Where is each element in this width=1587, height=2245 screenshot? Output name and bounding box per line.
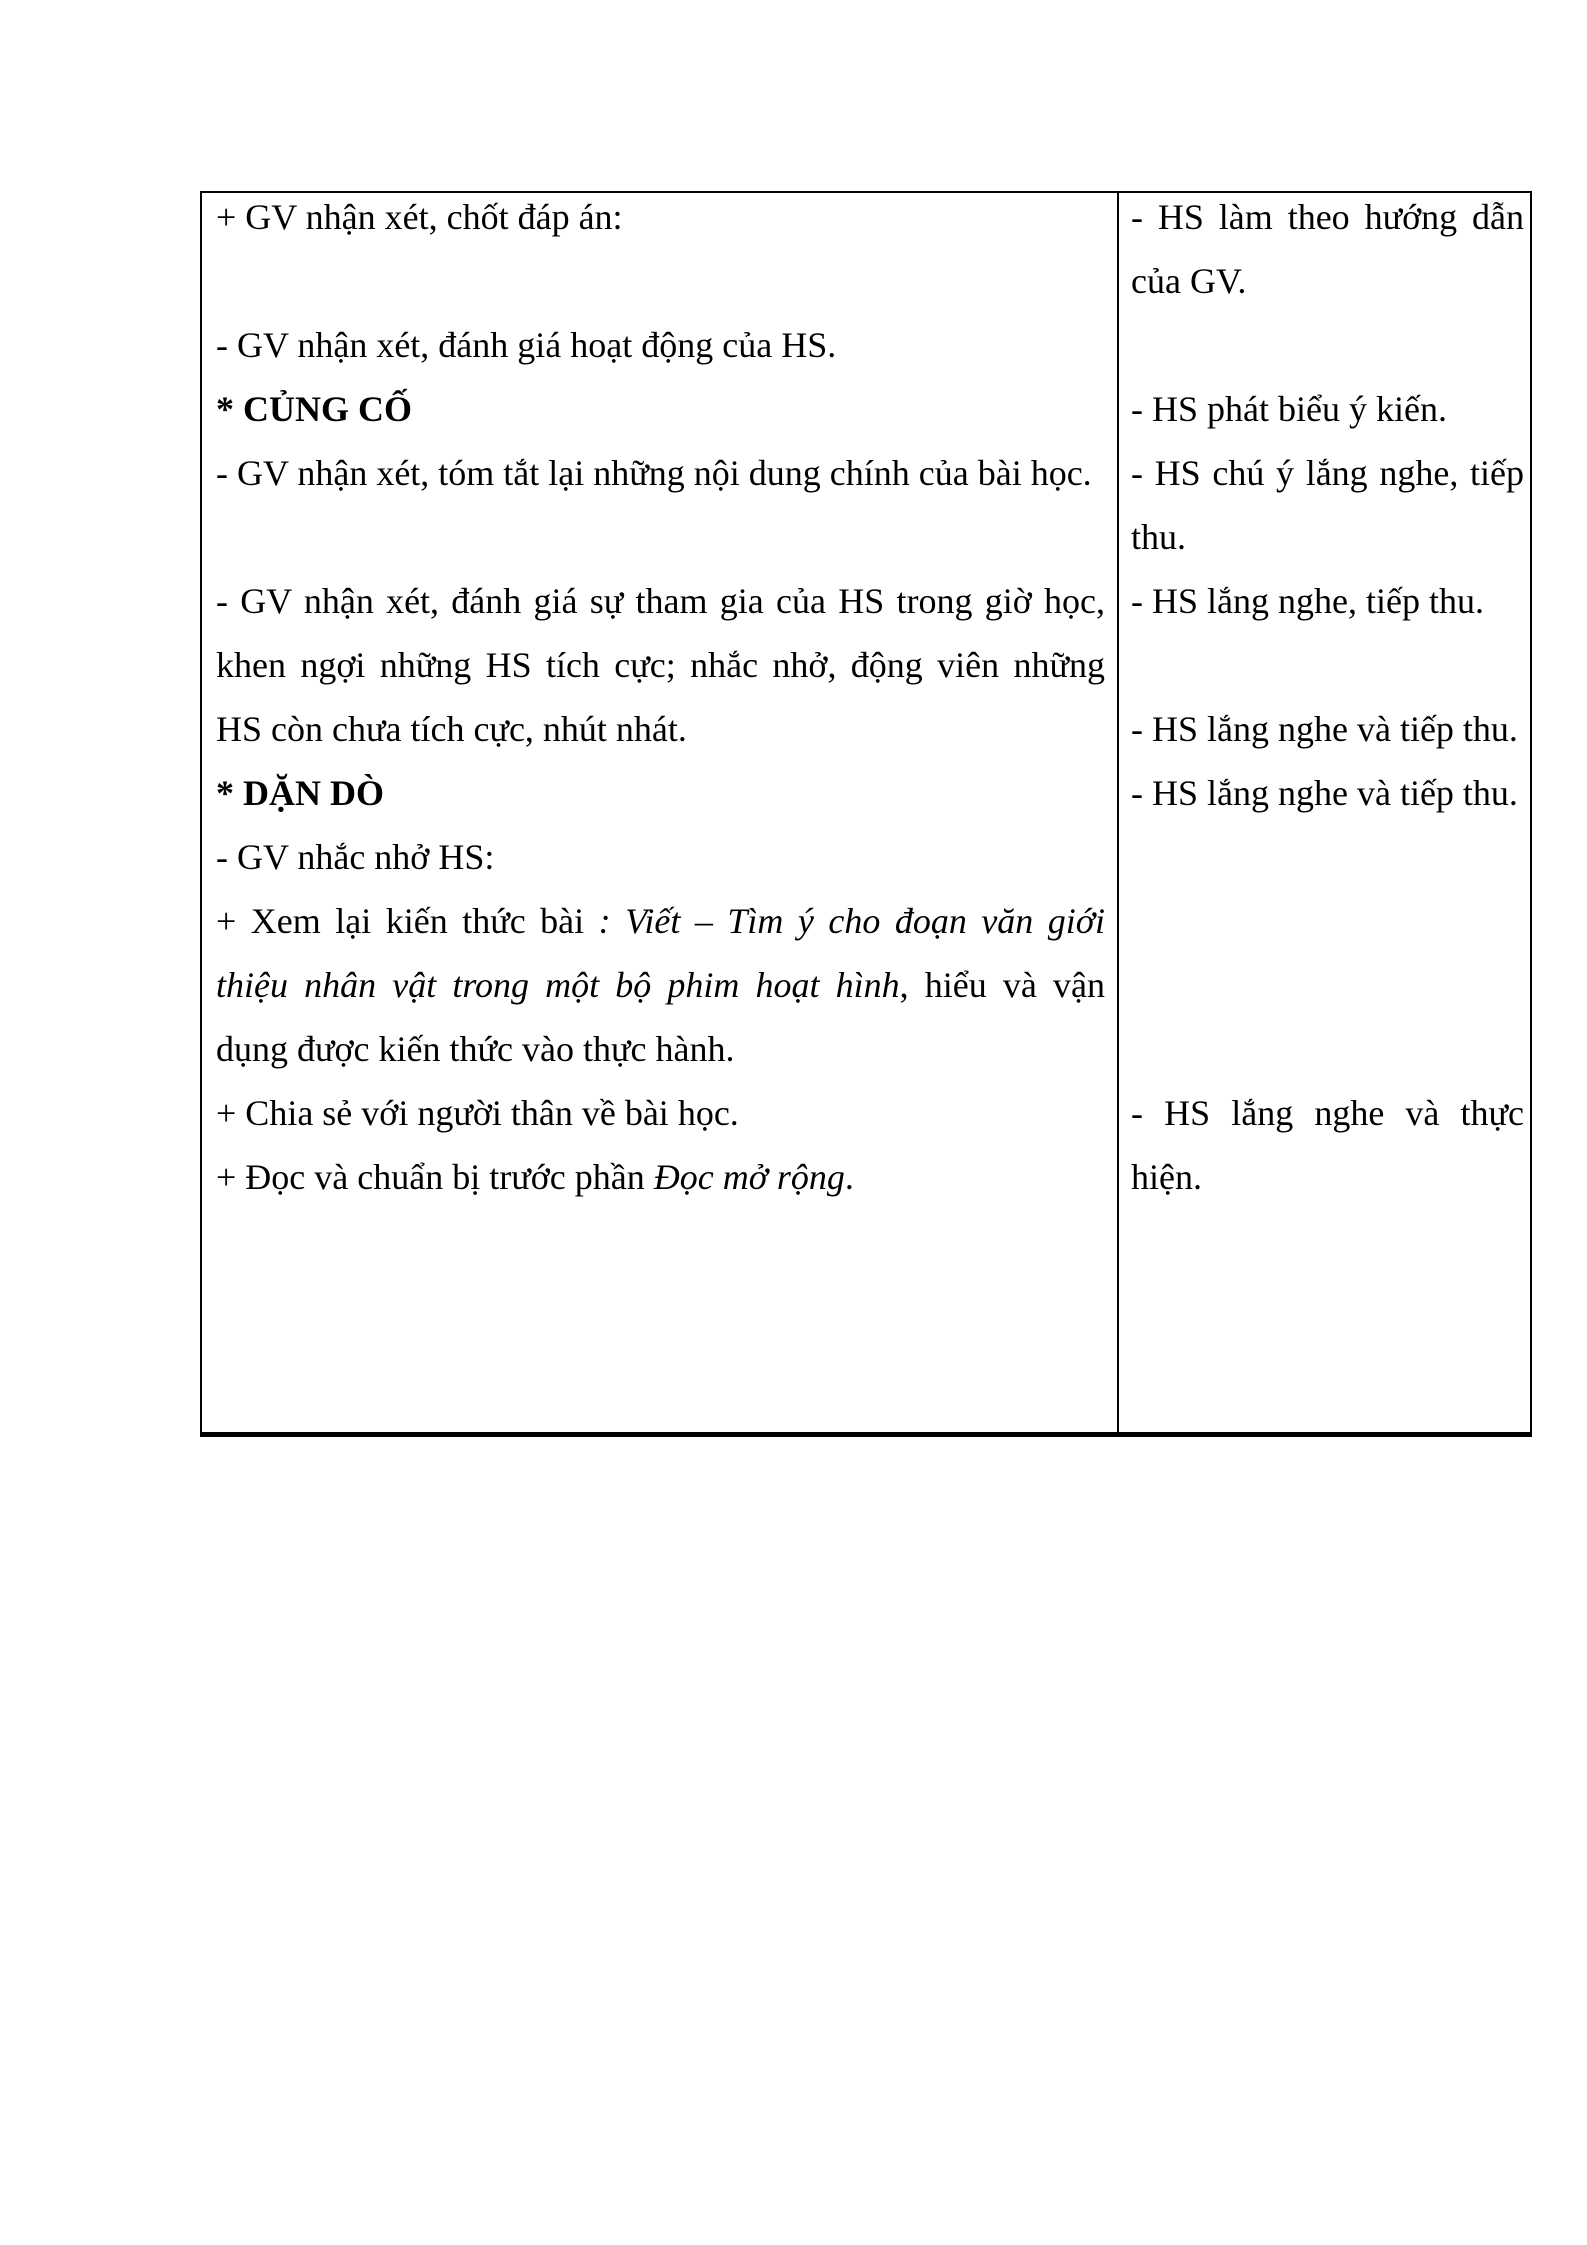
- text-line: [1131, 377, 1524, 441]
- text-line: [216, 1081, 1105, 1145]
- text-line: [1131, 697, 1524, 761]
- text-line: [216, 1145, 1105, 1209]
- text-run: - HS lắng nghe và tiếp thu.: [1131, 773, 1518, 813]
- text-run: khen ngợi những HS tích cực; nhắc nhở, động viên những: [216, 645, 1105, 685]
- text-line: [1131, 505, 1524, 569]
- blank-line: [1131, 953, 1524, 1017]
- text-run: Đọc mở rộng: [653, 1157, 845, 1197]
- blank-line: [1131, 825, 1524, 889]
- text-line: [216, 825, 1105, 889]
- lesson-plan-table: [200, 191, 1532, 1437]
- text-line: [216, 441, 1105, 505]
- text-run: - HS lắng nghe và thực: [1131, 1093, 1524, 1133]
- text-line: [216, 569, 1105, 633]
- text-run: * CỦNG CỐ: [216, 389, 412, 429]
- teacher-activities-lines: [216, 185, 1105, 1209]
- text-line: [1131, 569, 1524, 633]
- text-run: - HS lắng nghe, tiếp thu.: [1131, 581, 1484, 621]
- teacher-activities-cell: [202, 193, 1117, 1432]
- student-activities-cell: [1117, 193, 1530, 1432]
- text-line: [216, 1017, 1105, 1081]
- text-line: [1131, 441, 1524, 505]
- text-run: - HS phát biểu ý kiến.: [1131, 389, 1447, 429]
- blank-line: [1131, 889, 1524, 953]
- text-run: - GV nhận xét, đánh giá hoạt động của HS.: [216, 325, 837, 365]
- text-run: thu.: [1131, 517, 1187, 557]
- text-line: [216, 697, 1105, 761]
- text-line: [216, 185, 1105, 249]
- text-line: [1131, 1081, 1524, 1145]
- text-line: [1131, 1145, 1524, 1209]
- text-line: [1131, 761, 1524, 825]
- blank-line: [1131, 313, 1524, 377]
- student-activities-lines: [1131, 185, 1524, 1209]
- text-line: [216, 889, 1105, 953]
- text-run: - GV nhận xét, tóm tắt lại những nội dung chính của bài học.: [216, 453, 1092, 493]
- text-run: + Đọc và chuẩn bị trước phần: [216, 1157, 654, 1197]
- text-run: của GV.: [1131, 261, 1247, 301]
- text-run: + GV nhận xét, chốt đáp án:: [216, 197, 623, 237]
- text-line: [216, 953, 1105, 1017]
- text-run: HS còn chưa tích cực, nhút nhát.: [216, 709, 687, 749]
- text-run: , hiểu và vận: [899, 965, 1105, 1005]
- text-line: [1131, 185, 1524, 249]
- text-run: + Chia sẻ với người thân về bài học.: [216, 1093, 739, 1133]
- text-line: [216, 313, 1105, 377]
- text-run: - HS chú ý lắng nghe, tiếp: [1131, 453, 1524, 493]
- blank-line: [216, 249, 1105, 313]
- text-run: hiện.: [1131, 1157, 1202, 1197]
- text-run: thiệu nhân vật trong một bộ phim hoạt hình: [216, 965, 900, 1005]
- text-line: [1131, 249, 1524, 313]
- text-line: [216, 761, 1105, 825]
- text-run: - HS lắng nghe và tiếp thu.: [1131, 709, 1518, 749]
- text-run: dụng được kiến thức vào thực hành.: [216, 1029, 735, 1069]
- text-run: - HS làm theo hướng dẫn: [1131, 197, 1524, 237]
- text-run: - GV nhận xét, đánh giá sự tham gia của HS trong giờ học,: [216, 581, 1105, 621]
- text-run: * DẶN DÒ: [216, 773, 384, 813]
- blank-line: [1131, 1017, 1524, 1081]
- text-run: - GV nhắc nhở HS:: [216, 837, 495, 877]
- blank-line: [216, 505, 1105, 569]
- text-run: .: [844, 1157, 854, 1197]
- text-run: : Viết – Tìm ý cho đoạn văn giới: [598, 901, 1105, 941]
- text-run: + Xem lại kiến thức bài: [216, 901, 599, 941]
- text-line: [216, 633, 1105, 697]
- text-line: [216, 377, 1105, 441]
- blank-line: [1131, 633, 1524, 697]
